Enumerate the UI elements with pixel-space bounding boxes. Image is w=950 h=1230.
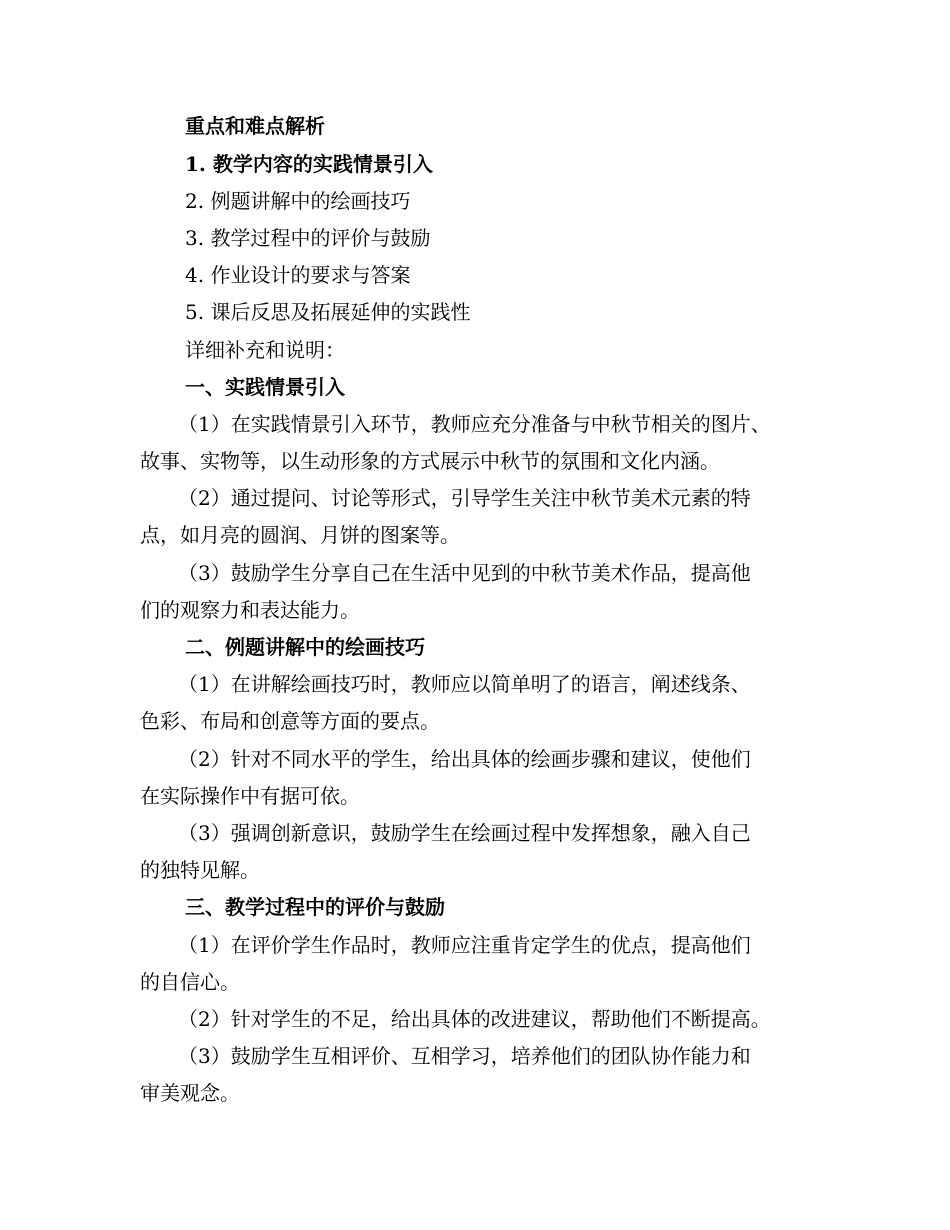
paragraph-line: （2）通过提问、讨论等形式，引导学生关注中秋节美术元素的特 <box>178 486 751 510</box>
supplement-label: 详细补充和说明： <box>185 338 345 362</box>
paragraph-line: 审美观念。 <box>140 1081 240 1105</box>
paragraph-line: 色彩、布局和创意等方面的要点。 <box>140 709 440 733</box>
list-item: 5. 课后反思及拓展延伸的实践性 <box>185 300 471 324</box>
paragraph-line: （1）在评价学生作品时，教师应注重肯定学生的优点，提高他们 <box>178 933 751 957</box>
paragraph-line: 在实际操作中有据可依。 <box>140 784 360 808</box>
section-heading: 重点和难点解析 <box>185 114 325 138</box>
paragraph-line: 的自信心。 <box>140 970 240 994</box>
paragraph-line: （1）在实践情景引入环节，教师应充分准备与中秋节相关的图片、 <box>178 412 771 436</box>
section-title: 三、教学过程中的评价与鼓励 <box>185 895 445 919</box>
list-item: 3. 教学过程中的评价与鼓励 <box>185 226 431 250</box>
list-item: 4. 作业设计的要求与答案 <box>185 263 411 287</box>
paragraph-line: 点，如月亮的圆润、月饼的图案等。 <box>140 523 460 547</box>
list-item: 2. 例题讲解中的绘画技巧 <box>185 189 411 213</box>
paragraph-line: （3）强调创新意识，鼓励学生在绘画过程中发挥想象，融入自己 <box>178 821 751 845</box>
paragraph-line: （2）针对学生的不足，给出具体的改进建议，帮助他们不断提高。 <box>178 1007 771 1031</box>
paragraph-line: 的独特见解。 <box>140 858 260 882</box>
paragraph-line: （1）在讲解绘画技巧时，教师应以简单明了的语言，阐述线条、 <box>178 672 751 696</box>
section-title: 一、实践情景引入 <box>185 375 345 399</box>
list-item: 1. 教学内容的实践情景引入 <box>185 152 433 176</box>
paragraph-line: （2）针对不同水平的学生，给出具体的绘画步骤和建议，使他们 <box>178 747 751 771</box>
paragraph-line: 故事、实物等，以生动形象的方式展示中秋节的氛围和文化内涵。 <box>140 449 720 473</box>
paragraph-line: （3）鼓励学生互相评价、互相学习，培养他们的团队协作能力和 <box>178 1044 751 1068</box>
paragraph-line: （3）鼓励学生分享自己在生活中见到的中秋节美术作品，提高他 <box>178 561 751 585</box>
section-title: 二、例题讲解中的绘画技巧 <box>185 635 425 659</box>
paragraph-line: 们的观察力和表达能力。 <box>140 598 360 622</box>
